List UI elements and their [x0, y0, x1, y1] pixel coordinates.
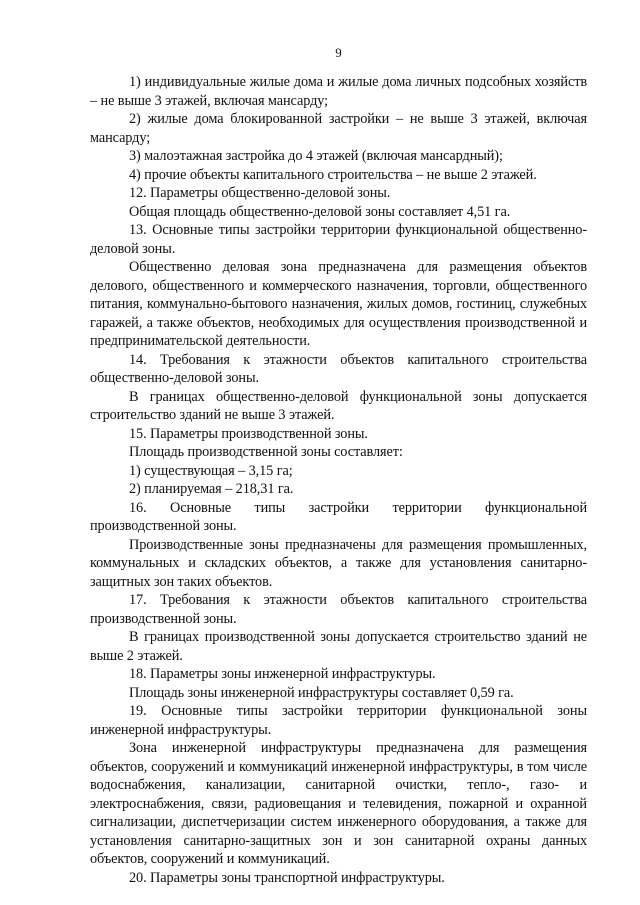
- section-heading-18: 18. Параметры зоны инженерной инфраструктуры.: [129, 666, 436, 682]
- section-heading-16: 16. Основные типы застройки территории функциональной производственной зоны.: [90, 499, 587, 534]
- page-number: 9: [335, 45, 342, 60]
- paragraph-18: В границах производственной зоны допускается строительство зданий не выше 2 этажей.: [90, 629, 587, 664]
- section-heading-13: 13. Основные типы застройки территории функциональной общественно-деловой зоны.: [90, 222, 587, 257]
- paragraph-12: Площадь производственной зоны составляет:: [129, 444, 403, 460]
- paragraph-10: В границах общественно-деловой функциональной зоны допускается строительство зданий не выше 3 этажей.: [90, 388, 587, 423]
- paragraph-20: Площадь зоны инженерной инфраструктуры составляет 0,59 га.: [129, 684, 514, 701]
- paragraph-22: Зона инженерной инфраструктуры предназначена для размещения объектов, сооружений и коммуникаций инженерной инфраструктуры, в том числе водоснабжения, канализации, санитарной очистки, тепло-, газо- и электроснабжения, связи, радиовещания и телевидения, пожарной и охранной сигнализации, диспетчеризации систем инженерного оборудования, а также для установления санитарно-защитных зон и зон санитарной охраны данных объектов, сооружений и коммуникаций.: [90, 740, 587, 867]
- section-heading-15: 15. Параметры производственной зоны.: [129, 425, 368, 442]
- section-heading-14: 14. Требования к этажности объектов капитального строительства общественно-деловой зоны.: [90, 351, 587, 386]
- paragraph-2: 2) жилые дома блокированной застройки – не выше 3 этажей, включая мансарду;: [90, 111, 587, 146]
- paragraph-14: 2) планируемая – 218,31 га.: [129, 481, 294, 497]
- paragraph-3: 3) малоэтажная застройка до 4 этажей (включая мансардный);: [129, 148, 503, 164]
- section-heading-19: 19. Основные типы застройки территории функциональной зоны инженерной инфраструктуры.: [90, 703, 587, 738]
- paragraph-13: 1) существующая – 3,15 га;: [129, 462, 293, 479]
- section-heading-12: 12. Параметры общественно-деловой зоны.: [129, 185, 391, 201]
- paragraph-1: 1) индивидуальные жилые дома и жилые дома личных подсобных хозяйств – не выше 3 этажей, включая мансарду;: [90, 74, 587, 109]
- section-heading-20: 20. Параметры зоны транспортной инфраструктуры.: [129, 869, 445, 886]
- section-heading-17: 17. Требования к этажности объектов капитального строительства производственной зоны.: [90, 592, 587, 627]
- document-body: [90, 73, 587, 887]
- paragraph-16: Производственные зоны предназначены для размещения промышленных, коммунальных и складских объектов, а также для установления санитарно-защитных зон таких объектов.: [90, 536, 587, 590]
- document-page: [90, 0, 587, 905]
- paragraph-6: Общая площадь общественно-деловой зоны составляет 4,51 га.: [129, 203, 511, 220]
- paragraph-8: Общественно деловая зона предназначена для размещения объектов делового, общественного и коммерческого назначения, торговли, общественного питания, коммунально-бытового назначения, жилых домов, гостиниц, служебных гаражей, а также объектов, необходимых для осуществления производственной и предпринимательской деятельности.: [90, 259, 587, 349]
- paragraph-4: 4) прочие объекты капитального строительства – не выше 2 этажей.: [129, 166, 537, 183]
